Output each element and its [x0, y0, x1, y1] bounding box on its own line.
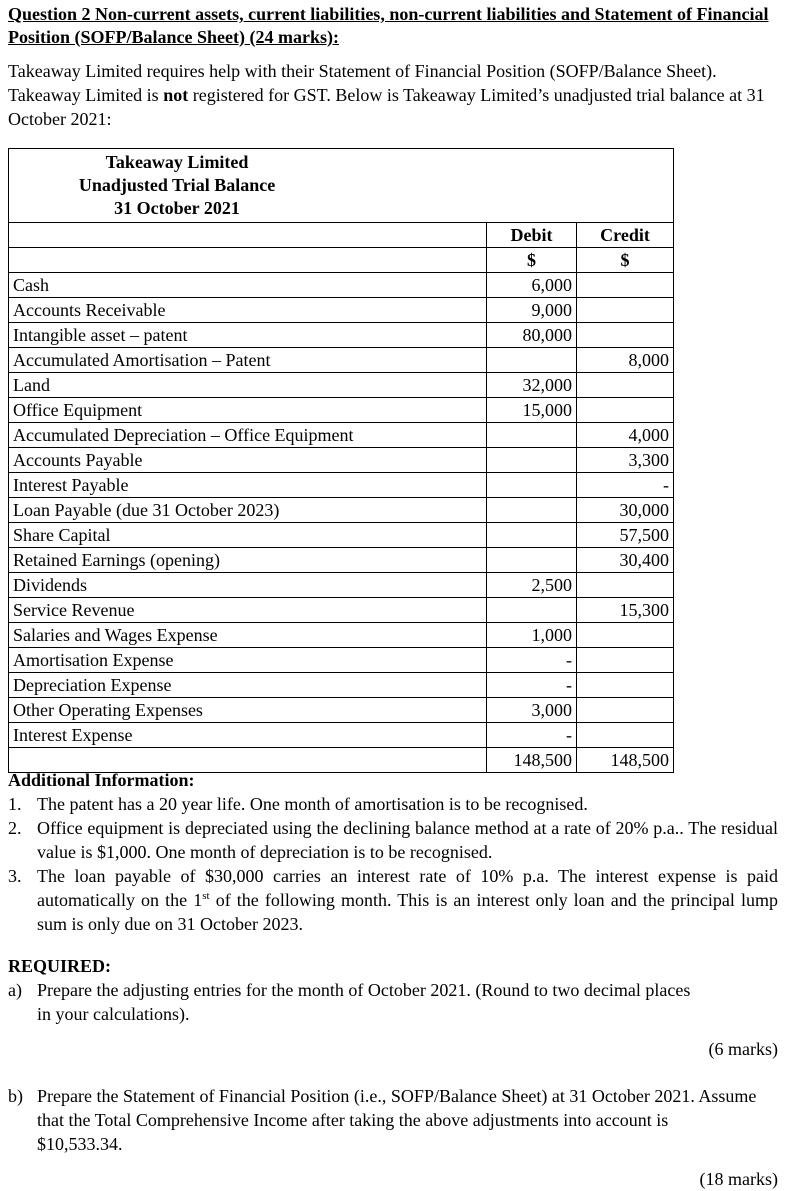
credit-cell [577, 273, 674, 298]
debit-cell: - [487, 648, 577, 673]
credit-cell: 8,000 [577, 348, 674, 373]
credit-header: Credit [577, 223, 674, 248]
debit-cell [487, 498, 577, 523]
account-cell: Amortisation Expense [9, 648, 487, 673]
credit-cell: 3,300 [577, 448, 674, 473]
required-part-b [8, 1084, 778, 1191]
debit-cell [487, 598, 577, 623]
credit-cell: 4,000 [577, 423, 674, 448]
debit-cell: 1,000 [487, 623, 577, 648]
table-row [9, 723, 674, 748]
account-cell: Depreciation Expense [9, 673, 487, 698]
credit-cell [577, 373, 674, 398]
debit-cell [487, 448, 577, 473]
list-item [8, 792, 778, 816]
credit-cell: 15,300 [577, 598, 674, 623]
account-cell: Share Capital [9, 523, 487, 548]
credit-cell [577, 673, 674, 698]
part-marks: (6 marks) [708, 1039, 778, 1059]
table-title-cell [9, 149, 674, 223]
table-row [9, 398, 674, 423]
required-section [8, 954, 778, 1191]
table-title-row [9, 149, 674, 223]
table-row [9, 648, 674, 673]
account-cell: Service Revenue [9, 598, 487, 623]
item-number: 1. [8, 794, 22, 814]
credit-cell: 57,500 [577, 523, 674, 548]
part-marks: (18 marks) [699, 1169, 778, 1189]
additional-list [8, 792, 778, 936]
debit-cell: 80,000 [487, 323, 577, 348]
item-text-continued: of the following month. This is an interest only loan and the principal lump sum is only due on 31 October 2023. [37, 890, 779, 934]
part-text: Prepare the adjusting entries for the month of October 2021. (Round to two decimal places in your calculations). [37, 980, 691, 1024]
debit-cell: 6,000 [487, 273, 577, 298]
item-number: 3. [8, 866, 22, 886]
blank-cell [9, 248, 487, 273]
debit-cell: 2,500 [487, 573, 577, 598]
blank-cell [9, 223, 487, 248]
credit-cell [577, 298, 674, 323]
list-item [8, 864, 778, 936]
debit-cell: 15,000 [487, 398, 577, 423]
table-row [9, 348, 674, 373]
credit-cell: 30,400 [577, 548, 674, 573]
table-row [9, 698, 674, 723]
additional-information [8, 768, 778, 936]
credit-cell [577, 623, 674, 648]
debit-cell: - [487, 673, 577, 698]
account-cell: Dividends [9, 573, 487, 598]
required-heading: REQUIRED: [8, 956, 112, 976]
part-text: Prepare the Statement of Financial Position (i.e., SOFP/Balance Sheet) at 31 October 2021. Assume that the Total Comprehensive Income after taking the above adjustments into account is $10,533.34. [37, 1086, 757, 1154]
debit-cell [487, 348, 577, 373]
table-row [9, 523, 674, 548]
table-row [9, 598, 674, 623]
account-cell: Other Operating Expenses [9, 698, 487, 723]
part-label: a) [8, 980, 22, 1000]
table-row [9, 448, 674, 473]
intro-text-after: registered for GST. Below is Takeaway Limited’s unadjusted trial balance at 31 October 2021: [8, 85, 765, 129]
credit-cell: 30,000 [577, 498, 674, 523]
trial-balance-table [8, 148, 674, 773]
table-row [9, 373, 674, 398]
additional-heading: Additional Information: [8, 770, 195, 790]
debit-cell [487, 548, 577, 573]
total-credit: 148,500 [577, 748, 674, 773]
trial-balance-table-container [8, 148, 674, 773]
account-cell: Accounts Receivable [9, 298, 487, 323]
table-row [9, 548, 674, 573]
item-number: 2. [8, 818, 22, 838]
table-row [9, 423, 674, 448]
table-row [9, 573, 674, 598]
credit-currency: $ [577, 248, 674, 273]
report-name: Unadjusted Trial Balance [78, 175, 276, 195]
ordinal-suffix: st [202, 890, 210, 902]
account-cell: Salaries and Wages Expense [9, 623, 487, 648]
item-text: Office equipment is depreciated using the declining balance method at a rate of 20% p.a.. The residual value is $1,000. One month of depreciation is to be recognised. [37, 818, 778, 862]
debit-currency: $ [487, 248, 577, 273]
credit-cell [577, 573, 674, 598]
account-cell: Land [9, 373, 487, 398]
table-row [9, 298, 674, 323]
account-cell: Loan Payable (due 31 October 2023) [9, 498, 487, 523]
account-cell: Office Equipment [9, 398, 487, 423]
account-cell: Accumulated Depreciation – Office Equipment [9, 423, 487, 448]
account-cell: Retained Earnings (opening) [9, 548, 487, 573]
question-heading: Question 2 Non-current assets, current liabilities, non-current liabilities and Statement of Financial Position (SOFP/Balance Sheet) (24 marks): [8, 4, 769, 47]
credit-cell [577, 398, 674, 423]
intro-paragraph [8, 59, 788, 131]
account-cell: Accumulated Amortisation – Patent [9, 348, 487, 373]
company-name: Takeaway Limited [105, 152, 249, 172]
account-cell: Interest Payable [9, 473, 487, 498]
intro-text-before: Takeaway Limited requires help with their Statement of Financial Position (SOFP/Balance Sheet). Takeaway Limited is [8, 61, 717, 105]
credit-cell [577, 648, 674, 673]
required-part-a [8, 978, 778, 1061]
debit-cell [487, 423, 577, 448]
list-item [8, 816, 778, 864]
debit-cell: 32,000 [487, 373, 577, 398]
debit-cell: 9,000 [487, 298, 577, 323]
item-text: The patent has a 20 year life. One month of amortisation is to be recognised. [37, 794, 588, 814]
table-row [9, 323, 674, 348]
credit-cell [577, 723, 674, 748]
table-row [9, 473, 674, 498]
debit-header: Debit [487, 223, 577, 248]
account-cell: Interest Expense [9, 723, 487, 748]
credit-cell: - [577, 473, 674, 498]
account-cell: Cash [9, 273, 487, 298]
currency-row [9, 248, 674, 273]
report-date: 31 October 2021 [114, 198, 240, 218]
account-cell: Accounts Payable [9, 448, 487, 473]
credit-cell [577, 323, 674, 348]
item-text: The loan payable of $30,000 carries an interest rate of 10% p.a. The interest expense is paid automatically on the 1 [37, 866, 778, 910]
table-row [9, 673, 674, 698]
column-header-row [9, 223, 674, 248]
total-debit: 148,500 [487, 748, 577, 773]
debit-cell [487, 473, 577, 498]
intro-emphasis: not [163, 85, 189, 105]
credit-cell [577, 698, 674, 723]
debit-cell [487, 523, 577, 548]
table-row [9, 623, 674, 648]
table-row [9, 273, 674, 298]
debit-cell: - [487, 723, 577, 748]
account-cell: Intangible asset – patent [9, 323, 487, 348]
part-label: b) [8, 1086, 23, 1106]
debit-cell: 3,000 [487, 698, 577, 723]
table-row [9, 498, 674, 523]
